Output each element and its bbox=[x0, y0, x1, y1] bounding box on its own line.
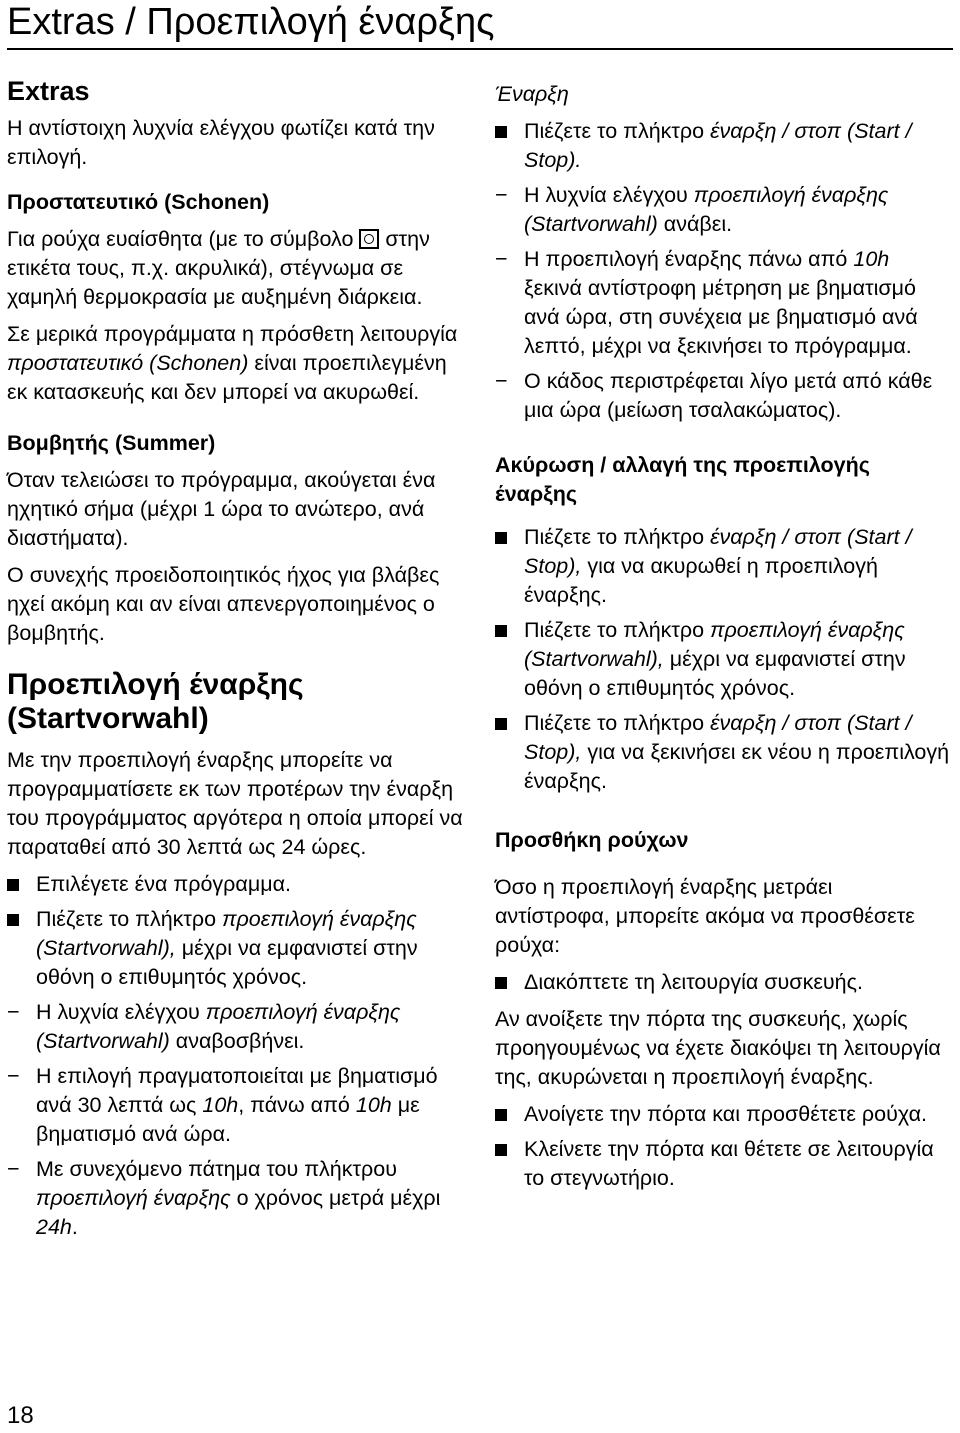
list-item bbox=[495, 1100, 953, 1129]
page-title: Extras / Προεπιλογή έναρξης bbox=[7, 0, 953, 50]
dash-text-c: με βηματισμό ανά ώρα. bbox=[36, 1093, 420, 1146]
schonen-text-a: Για ρούχα ευαίσθητα (με το σύμβολο bbox=[7, 227, 354, 251]
square-bullet-icon bbox=[495, 718, 507, 730]
step-text: Ανοίγετε την πόρτα και προσθέτετε ρούχα. bbox=[524, 1102, 927, 1126]
dash-text-b: αναβοσβήνει. bbox=[175, 1029, 305, 1053]
list-item bbox=[7, 1062, 469, 1149]
left-column bbox=[7, 70, 469, 1250]
step-text-b: μέχρι να εμφανιστεί στην οθόνη ο επιθυμητός χρόνος. bbox=[524, 647, 906, 700]
list-item bbox=[495, 367, 953, 425]
display-code: 10h bbox=[202, 1093, 239, 1117]
dash-text-a: Η λυχνία ελέγχου bbox=[524, 183, 688, 207]
list-item bbox=[7, 870, 469, 899]
square-bullet-icon bbox=[495, 625, 507, 637]
step-text: Διακόπτετε τη λειτουργία συσκευής. bbox=[524, 970, 863, 994]
step-text-a: Πιέζετε το πλήκτρο bbox=[524, 525, 705, 549]
step-text-italic: έναρξη / στοπ (Start / Stop), bbox=[524, 711, 912, 764]
list-item bbox=[495, 181, 953, 239]
start-heading: Έναρξη bbox=[495, 82, 569, 106]
step-text-b: για να ξεκινήσει εκ νέου η προεπιλογή έναρξης. bbox=[524, 740, 950, 793]
schonen-note bbox=[7, 320, 469, 407]
step-text: Κλείνετε την πόρτα και θέτετε σε λειτουργία το στεγνωτήριο. bbox=[524, 1137, 934, 1190]
list-item bbox=[495, 117, 953, 175]
dash-text: Ο κάδος περιστρέφεται λίγο μετά από κάθε μια ώρα (μείωση τσαλακώματος). bbox=[524, 369, 933, 422]
step-text-italic: προεπιλογή έναρξης (Startvorwahl), bbox=[524, 618, 905, 671]
step-text-b: μέχρι να εμφανιστεί στην οθόνη ο επιθυμητός χρόνος. bbox=[36, 936, 418, 989]
list-item bbox=[495, 616, 953, 703]
dash-icon: − bbox=[7, 1157, 20, 1181]
startvorwahl-heading: Προεπιλογή έναρξης (Startvorwahl) bbox=[7, 668, 304, 735]
dash-icon: − bbox=[495, 183, 508, 207]
square-bullet-icon bbox=[495, 977, 507, 989]
extras-heading: Extras bbox=[7, 76, 90, 106]
schonen-note-a: Σε μερικά προγράμματα η πρόσθετη λειτουργία bbox=[7, 322, 458, 346]
step-text-italic: έναρξη / στοπ (Start / Stop), bbox=[524, 525, 912, 578]
dash-text-b: ξεκινά αντίστροφη μέτρηση με βηματισμό ανά ώρα, στη συνέχεια με βηματισμό ανά λεπτό, μέχρι να ξεκινήσει το πρόγραμμα. bbox=[524, 276, 918, 358]
dash-text-b: , πάνω από bbox=[238, 1093, 350, 1117]
add-note: Αν ανοίξετε την πόρτα της συσκευής, χωρίς προηγουμένως να έχετε διακόψει τη λειτουργία της, ακυρώνεται η προεπιλογή έναρξης. bbox=[495, 1007, 941, 1089]
list-item bbox=[495, 968, 953, 997]
step-text-italic: έναρξη / στοπ (Start / Stop). bbox=[524, 119, 912, 172]
schonen-text bbox=[7, 225, 469, 312]
schonen-note-italic: προστατευτικό (Schonen) bbox=[7, 351, 249, 375]
dash-icon: − bbox=[495, 369, 508, 393]
summer-heading: Βομβητής (Summer) bbox=[7, 431, 216, 455]
display-code: 24h bbox=[36, 1215, 72, 1239]
dash-text-a: Η επιλογή πραγματοποιείται με βηματισμό ανά 30 λεπτά ως bbox=[36, 1064, 438, 1117]
dash-text-italic: προεπιλογή έναρξης bbox=[36, 1186, 231, 1210]
summer-note: Ο συνεχής προειδοποιητικός ήχος για βλάβες ηχεί ακόμη και αν είναι απενεργοποιημένος ο βομβητής. bbox=[7, 563, 440, 645]
cancel-steps bbox=[495, 523, 953, 796]
dash-icon: − bbox=[7, 1064, 20, 1088]
summer-text: Όταν τελειώσει το πρόγραμμα, ακούγεται ένα ηχητικό σήμα (μέχρι 1 ώρα το ανώτερο, ανά διαστήματα). bbox=[7, 468, 436, 550]
dash-icon: − bbox=[7, 1000, 20, 1024]
list-item bbox=[7, 1155, 469, 1242]
schonen-heading: Προστατευτικό (Schonen) bbox=[7, 190, 270, 214]
extras-text: Η αντίστοιχη λυχνία ελέγχου φωτίζει κατά την επιλογή. bbox=[7, 116, 435, 169]
step-text-a: Πιέζετε το πλήκτρο bbox=[524, 119, 705, 143]
step-text-italic: προεπιλογή έναρξης (Startvorwahl), bbox=[36, 907, 417, 960]
right-column bbox=[495, 70, 953, 1201]
step-text-a: Πιέζετε το πλήκτρο bbox=[524, 618, 705, 642]
list-item bbox=[495, 523, 953, 610]
list-item bbox=[495, 709, 953, 796]
square-bullet-icon bbox=[7, 914, 19, 926]
add-steps-2 bbox=[495, 1100, 953, 1193]
dash-text-italic: προεπιλογή έναρξης (Startvorwahl) bbox=[36, 1000, 401, 1053]
square-bullet-icon bbox=[495, 532, 507, 544]
square-bullet-icon bbox=[495, 1109, 507, 1121]
square-bullet-icon bbox=[495, 126, 507, 138]
square-bullet-icon bbox=[7, 879, 19, 891]
dash-text-c: . bbox=[71, 1215, 78, 1239]
start-steps bbox=[495, 117, 953, 425]
step-text-a: Πιέζετε το πλήκτρο bbox=[524, 711, 705, 735]
square-bullet-icon bbox=[495, 1144, 507, 1156]
startvorwahl-steps bbox=[7, 870, 469, 1242]
cancel-heading: Ακύρωση / αλλαγή της προεπιλογής έναρξης bbox=[495, 453, 870, 506]
dash-text-a: Με συνεχόμενο πάτημα του πλήκτρου bbox=[36, 1157, 397, 1181]
dash-text-italic: προεπιλογή έναρξης (Startvorwahl) bbox=[524, 183, 889, 236]
step-text: Επιλέγετε ένα πρόγραμμα. bbox=[36, 872, 292, 896]
add-heading: Προσθήκη ρούχων bbox=[495, 828, 689, 852]
list-item bbox=[7, 998, 469, 1056]
dash-text-b: ο χρόνος μετρά μέχρι bbox=[236, 1186, 441, 1210]
list-item bbox=[495, 245, 953, 361]
dash-icon: − bbox=[495, 247, 508, 271]
schonen-text-b: στην ετικέτα τους, π.χ. ακρυλικά), στέγνωμα σε χαμηλή θερμοκρασία με αυξημένη διάρκεια. bbox=[7, 227, 430, 309]
dash-text-a: Η λυχνία ελέγχου bbox=[36, 1000, 200, 1024]
schonen-note-b: είναι προεπιλεγμένη εκ κατασκευής και δεν μπορεί να ακυρωθεί. bbox=[7, 351, 447, 404]
tumble-dry-low-icon bbox=[359, 229, 379, 249]
display-code: 10h bbox=[355, 1093, 392, 1117]
list-item bbox=[7, 905, 469, 992]
page-number: 18 bbox=[7, 1402, 34, 1429]
step-text-a: Πιέζετε το πλήκτρο bbox=[36, 907, 217, 931]
dash-text-a: Η προεπιλογή έναρξης πάνω από bbox=[524, 247, 848, 271]
list-item bbox=[495, 1135, 953, 1193]
dash-text-b: ανάβει. bbox=[663, 212, 733, 236]
add-text: Όσο η προεπιλογή έναρξης μετράει αντίστροφα, μπορείτε ακόμα να προσθέσετε ρούχα: bbox=[495, 875, 915, 957]
step-text-b: για να ακυρωθεί η προεπιλογή έναρξης. bbox=[524, 554, 878, 607]
display-code: 10h bbox=[853, 247, 890, 271]
add-steps-1 bbox=[495, 968, 953, 997]
startvorwahl-text: Με την προεπιλογή έναρξης μπορείτε να προγραμματίσετε εκ των προτέρων την έναρξη του προγράμματος αργότερα η οποία μπορεί να παραταθεί από 30 λεπτά ως 24 ώρες. bbox=[7, 748, 463, 859]
